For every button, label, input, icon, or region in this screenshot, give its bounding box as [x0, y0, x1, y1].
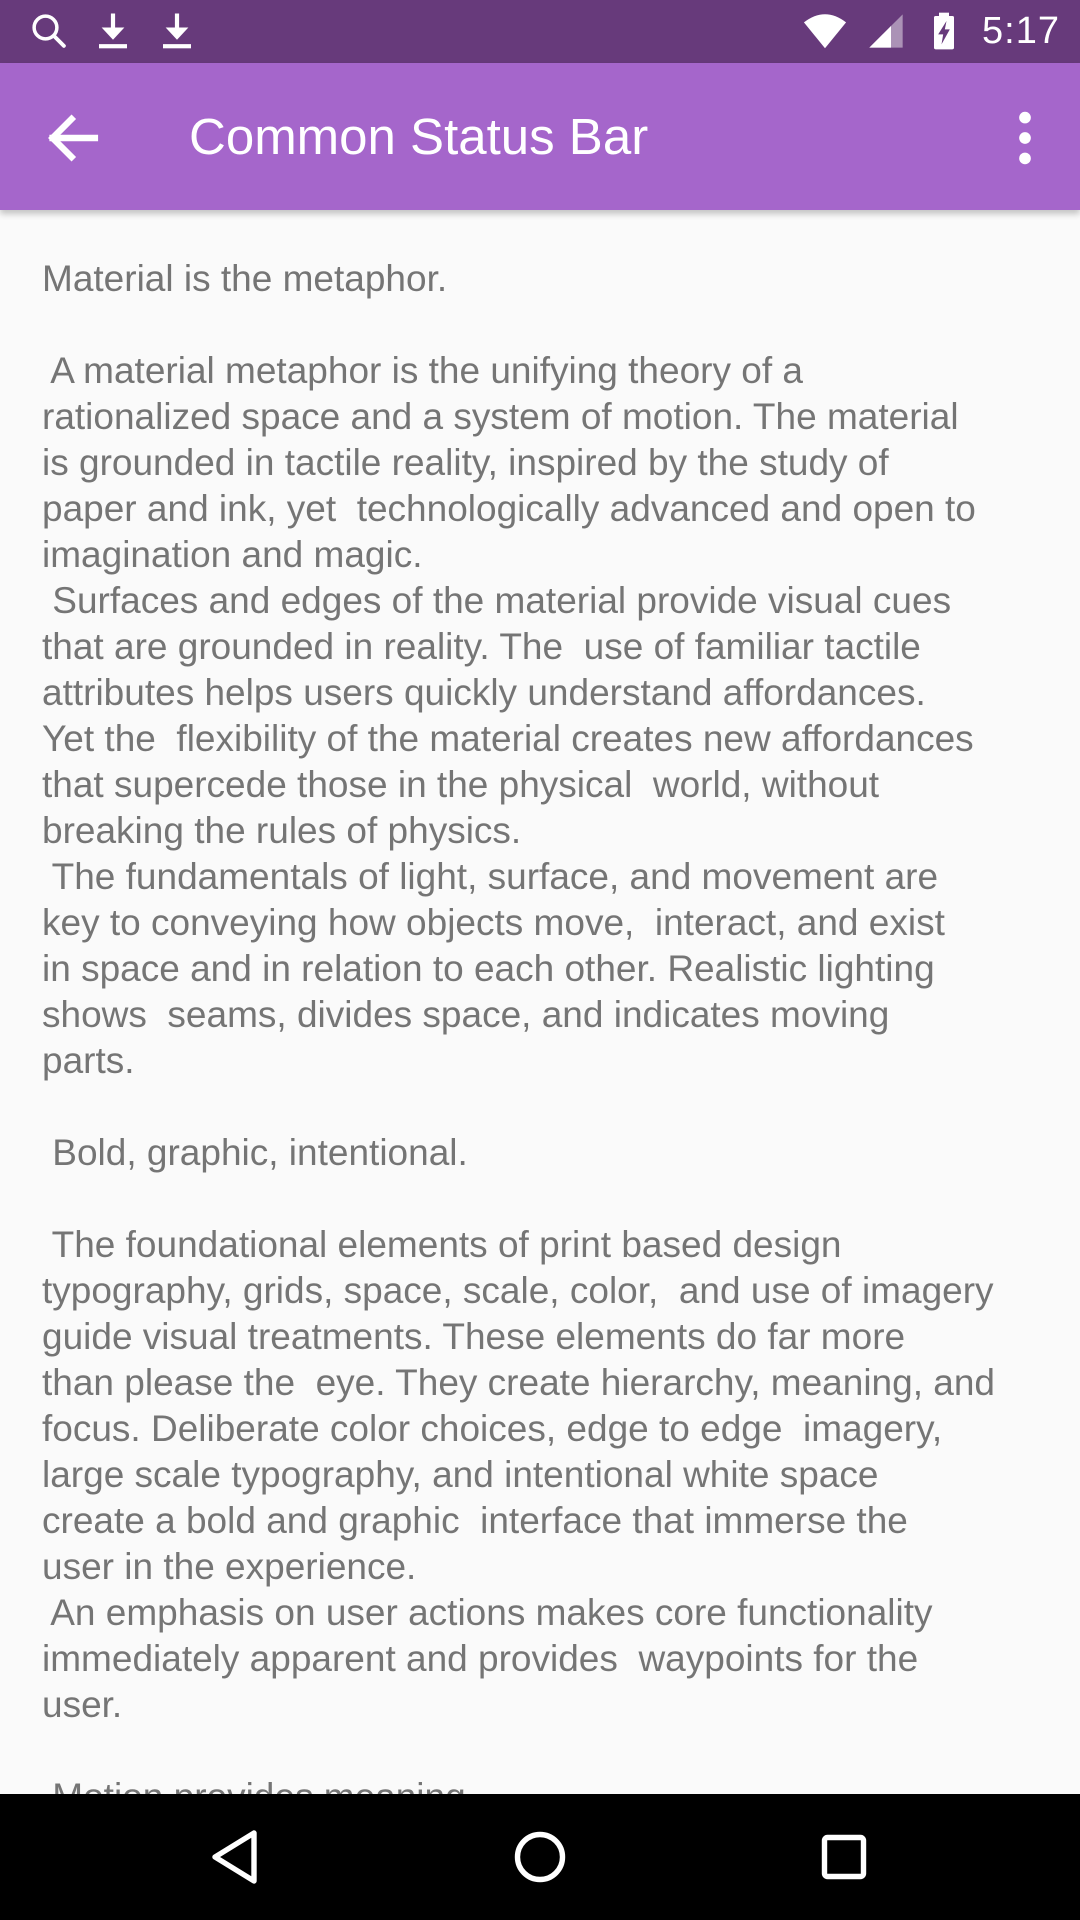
search-icon [28, 10, 70, 52]
arrow-back-icon[interactable] [38, 103, 108, 173]
status-right-icons [802, 6, 1060, 56]
more-vert-icon[interactable] [990, 103, 1060, 173]
status-left-icons [28, 10, 198, 52]
page-title: Common Status Bar [189, 108, 649, 165]
wifi-icon [802, 8, 848, 54]
download-icon [92, 10, 134, 52]
recents-square-icon[interactable] [808, 1821, 880, 1893]
download-icon [156, 10, 198, 52]
content-scroll-area[interactable] [0, 210, 1080, 1794]
status-time: 5:17 [982, 10, 1060, 52]
back-triangle-icon[interactable] [200, 1821, 272, 1893]
body-text: Material is the metaphor. A material metaphor is the unifying theory of a rationalized space and a system of motion. The material is grounded in tactile reality, inspired by the study of paper and ink, yet technologically advanced and open to imagination and magic. Surfaces and edges of the material provide visual cues that are grounded in reality. The use of familiar tactile attributes helps users quickly understand affordances. Yet the flexibility of the material creates new affordances that supercede those in the physical world, without breaking the rules of physics. The fundamentals of light, surface, and movement are key to conveying how objects move, interact, and exist in space and in relation to each other. Realistic lighting shows seams, divides space, and indicates moving parts. Bold, graphic, intentional. The foundational elements of print based design typography, grids, space, scale, color, and use of imagery guide visual treatments. These elements do far more than please the eye. They create hierarchy, meaning, and focus. Deliberate color choices, edge to edge imagery, large scale typography, and intentional white space create a bold and graphic interface that immerse the user in the experience. An emphasis on user actions makes core functionality immediately apparent and provides waypoints for the user. [42, 258, 996, 1725]
signal-icon [866, 11, 906, 51]
navigation-bar [0, 1794, 1080, 1920]
app-bar [0, 63, 1080, 210]
battery-charging-icon [924, 9, 964, 53]
status-bar [0, 0, 1080, 63]
home-circle-icon[interactable] [504, 1821, 576, 1893]
